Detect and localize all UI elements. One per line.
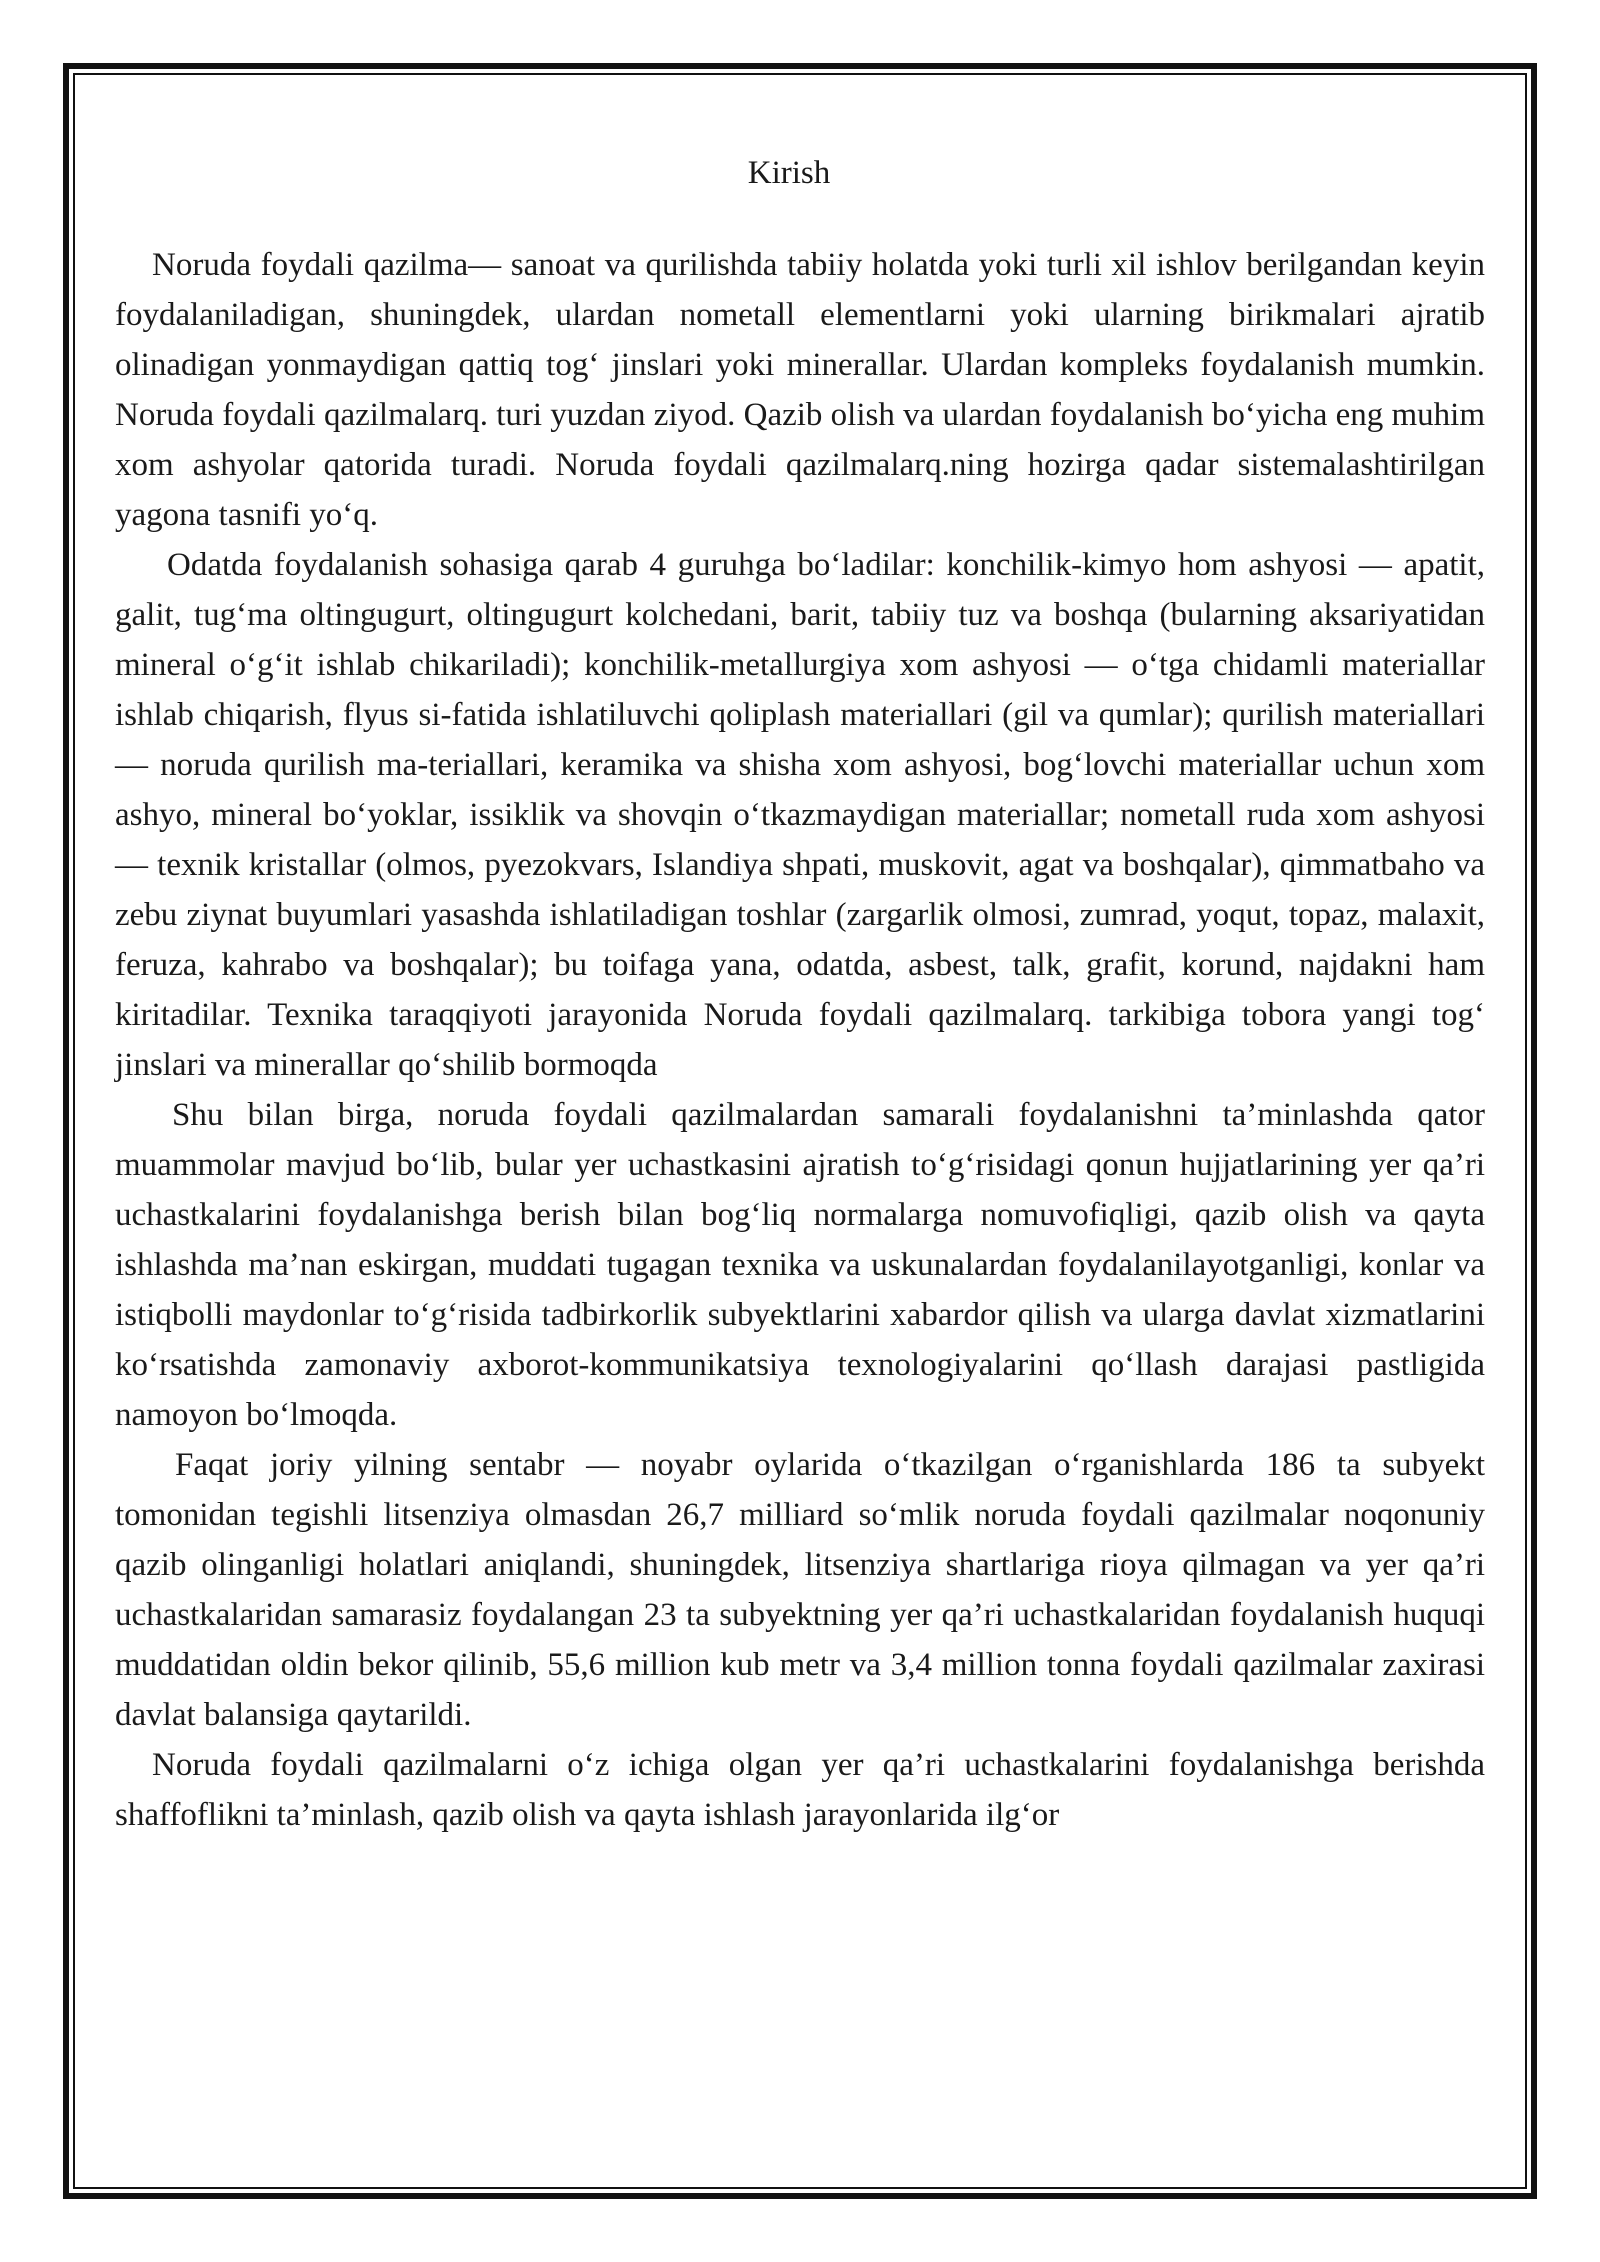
document-title: Kirish bbox=[747, 155, 831, 191]
document-body bbox=[115, 148, 1485, 1840]
paragraph-1: Noruda foydali qazilma— sanoat va qurilishda tabiiy holatda yoki turli xil ishlov berilgandan keyin foydalaniladigan, shuningdek, ulardan nometall elementlarni yoki ularning birikmalari ajratib olinadigan yonmaydigan qattiq tog‘ jinslari yoki minerallar. Ulardan kompleks foydalanish mumkin. Noruda foydali qazilmalarq. turi yuzdan ziyod. Qazib olish va ulardan foydalanish bo‘yicha eng muhim xom ashyolar qatorida turadi. Noruda foydali qazilmalarq.ning hozirga qadar sistemalashtirilgan yagona tasnifi yo‘q. bbox=[115, 247, 1486, 533]
paragraph-4: Faqat joriy yilning sentabr — noyabr oylarida o‘tkazilgan o‘rganishlarda 186 ta subyekt tomonidan tegishli litsenziya olmasdan 26,7 milliard so‘mlik noruda foydali qazilmalar noqonuniy qazib olinganligi holatlari aniqlandi, shuningdek, litsenziya shartlariga rioya qilmagan va yer qa’ri uchastkalaridan samarasiz foydalangan 23 ta subyektning yer qa’ri uchastkalaridan foydalanish huquqi muddatidan oldin bekor qilinib, 55,6 million kub metr va 3,4 million tonna foydali qazilmalar zaxirasi davlat balansiga qaytarildi. bbox=[115, 1447, 1485, 1733]
paragraph-2: Odatda foydalanish sohasiga qarab 4 guruhga bo‘ladilar: konchilik-kimyo hom ashyosi — apatit, galit, tug‘ma oltingugurt, oltingugurt kolchedani, barit, tabiiy tuz va boshqa (bularning aksariyatidan mineral o‘g‘it ishlab chikariladi); konchilik-metallurgiya xom ashyosi — o‘tga chidamli materiallar ishlab chiqarish, flyus si-fatida ishlatiluvchi qoliplash materiallari (gil va qumlar); qurilish materiallari — noruda qurilish ma-teriallari, keramika va shisha xom ashyosi, bog‘lovchi materiallar uchun xom ashyo, mineral bo‘yoklar, issiklik va shovqin o‘tkazmaydigan materiallar; nometall ruda xom ashyosi — texnik kristallar (olmos, pyezokvars, Islandiya shpati, muskovit, agat va boshqalar), qimmatbaho va zebu ziynat buyumlari yasashda ishlatiladigan toshlar (zargarlik olmosi, zumrad, yoqut, topaz, malaxit, feruza, kahrabo va boshqalar); bu toifaga yana, odatda, asbest, talk, grafit, korund, najdakni ham kiritadilar. Texnika taraqqiyoti jarayonida Noruda foydali qazilmalarq. tarkibiga tobora yangi tog‘ jinslari va minerallar qo‘shilib bormoqda bbox=[115, 547, 1485, 1083]
paragraph-3: Shu bilan birga, noruda foydali qazilmalardan samarali foydalanishni ta’minlashda qator muammolar mavjud bo‘lib, bular yer uchastkasini ajratish to‘g‘risidagi qonun hujjatlarining yer qa’ri uchastkalarini foydalanishga berish bilan bog‘liq normalarga nomuvofiqligi, qazib olish va qayta ishlashda ma’nan eskirgan, muddati tugagan texnika va uskunalardan foydalanilayotganligi, konlar va istiqbolli maydonlar to‘g‘risida tadbirkorlik subyektlarini xabardor qilish va ularga davlat xizmatlarini ko‘rsatishda zamonaviy axborot-kommunikatsiya texnologiyalarini qo‘llash darajasi pastligida namoyon bo‘lmoqda. bbox=[115, 1097, 1485, 1433]
paragraph-5: Noruda foydali qazilmalarni o‘z ichiga olgan yer qa’ri uchastkalarini foydalanishga berishda shaffoflikni ta’minlash, qazib olish va qayta ishlash jarayonlarida ilg‘or bbox=[115, 1747, 1485, 1833]
